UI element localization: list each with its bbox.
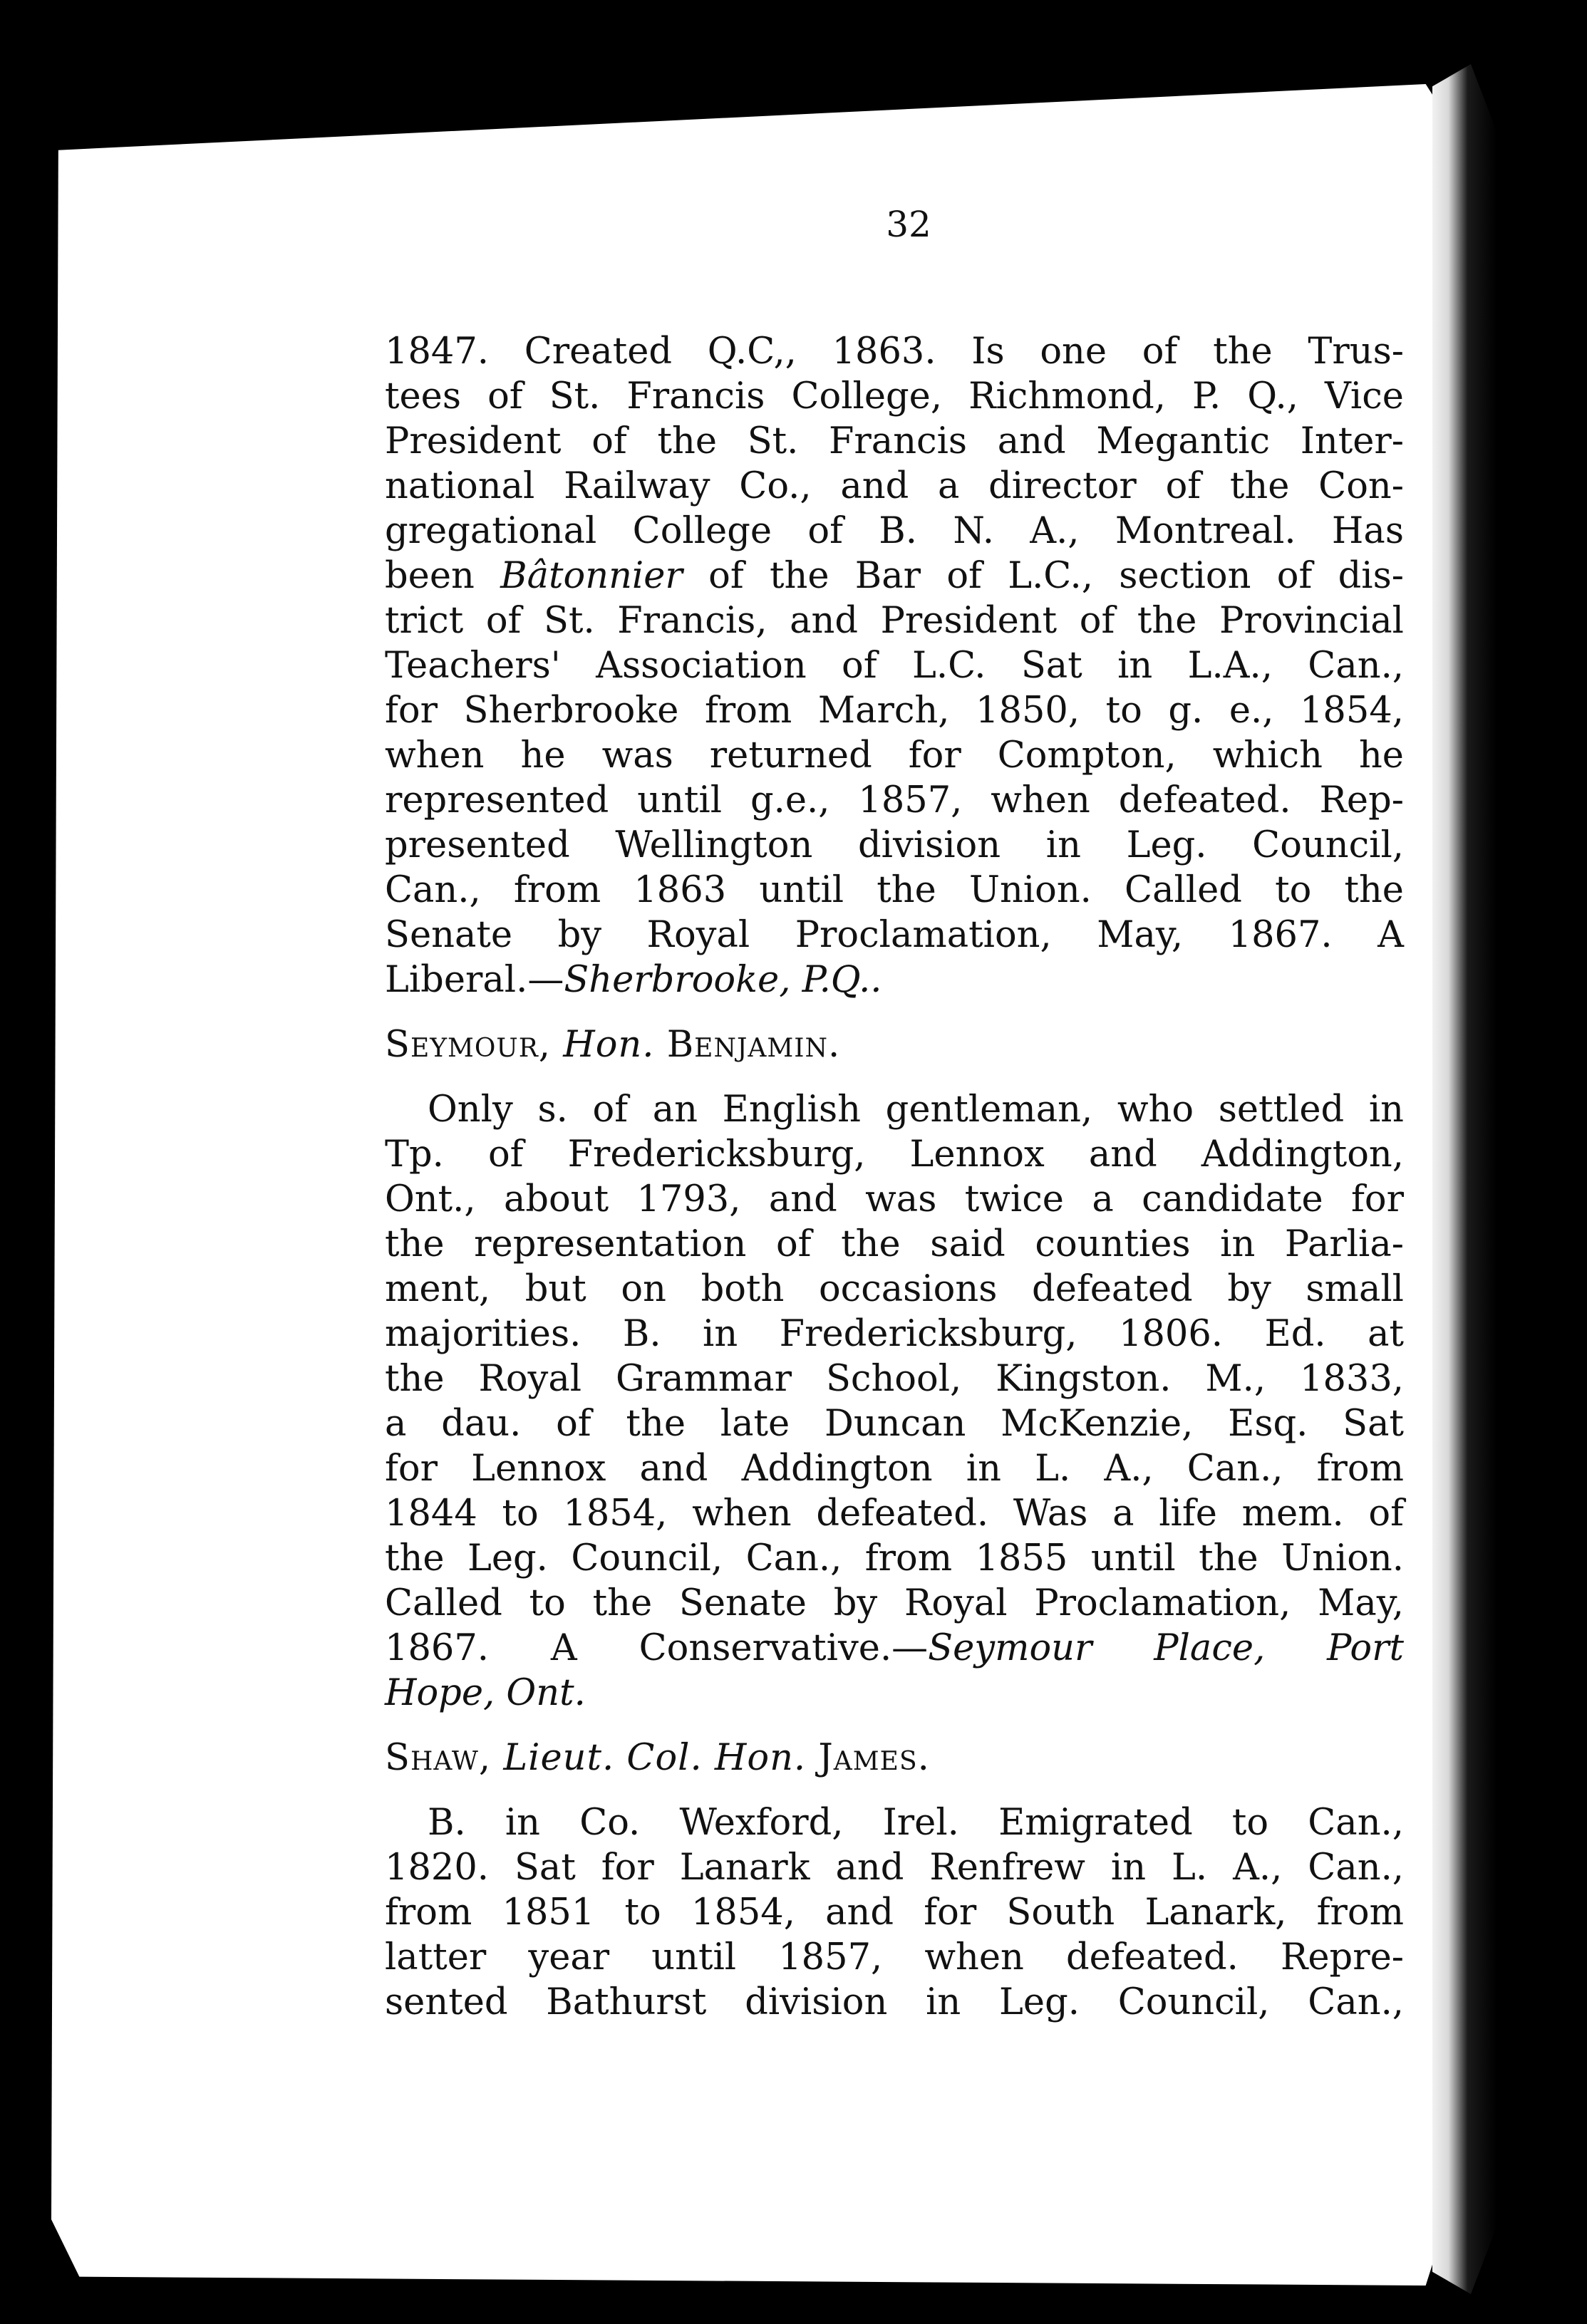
text-line: for Sherbrooke from March, 1850, to g. e., 1854, bbox=[385, 690, 1404, 732]
batonnier-word: Bâtonnier bbox=[500, 555, 683, 597]
text-line: Teachers' Association of L.C. Sat in L.A., Can., bbox=[385, 645, 1404, 687]
text-line: 1844 to 1854, when defeated. Was a life mem. of bbox=[385, 1493, 1404, 1535]
text-line bbox=[385, 1626, 1404, 1671]
text-fragment: Liberal.— bbox=[385, 959, 564, 1001]
text-fragment: been bbox=[385, 555, 475, 597]
text-line: 1847. Created Q.C,, 1863. Is one of the Trus- bbox=[385, 331, 1404, 373]
honorific: Hon. bbox=[563, 1024, 655, 1066]
text-line: ment, but on both occasions defeated by small bbox=[385, 1268, 1404, 1310]
page-edge-shadow bbox=[1432, 64, 1496, 2294]
residence: Sherbrooke, P.Q.. bbox=[564, 959, 882, 1001]
residence: Seymour Place, Port bbox=[928, 1627, 1404, 1669]
text-line: the Royal Grammar School, Kingston. M., 1833, bbox=[385, 1358, 1404, 1400]
page-text bbox=[385, 204, 1404, 2025]
given-name: Benjamin. bbox=[666, 1024, 841, 1066]
text-fragment: 1867. A Conservative.— bbox=[385, 1627, 929, 1669]
text-line: gregational College of B. N. A., Montreal. Has bbox=[385, 510, 1404, 552]
honorific: Lieut. Col. Hon. bbox=[503, 1737, 807, 1779]
text-line: tees of St. Francis College, Richmond, P. Q., Vice bbox=[385, 375, 1404, 417]
text-line: majorities. B. in Fredericksburg, 1806. Ed. at bbox=[385, 1313, 1404, 1355]
text-line: presented Wellington division in Leg. Council, bbox=[385, 824, 1404, 866]
text-line: the representation of the said counties in Parlia- bbox=[385, 1223, 1404, 1265]
text-line: sented Bathurst division in Leg. Council, Can., bbox=[385, 1981, 1404, 2023]
surname: Seymour, bbox=[385, 1024, 552, 1066]
text-line: for Lennox and Addington in L. A., Can., from bbox=[385, 1448, 1404, 1490]
given-name: James. bbox=[818, 1737, 930, 1779]
entry-heading-seymour bbox=[385, 1022, 1404, 1067]
text-line: Tp. of Fredericksburg, Lennox and Addington, bbox=[385, 1134, 1404, 1176]
text-line: President of the St. Francis and Megantic Inter- bbox=[385, 420, 1404, 462]
residence-line: Hope, Ont. bbox=[385, 1672, 586, 1714]
text-fragment: of the Bar of L.C., section of dis- bbox=[708, 555, 1404, 597]
text-line: from 1851 to 1854, and for South Lanark, from bbox=[385, 1892, 1404, 1934]
text-line: B. in Co. Wexford, Irel. Emigrated to Can., bbox=[428, 1802, 1404, 1844]
text-line: Can., from 1863 until the Union. Called to the bbox=[385, 869, 1404, 911]
text-line: a dau. of the late Duncan McKenzie, Esq. Sat bbox=[385, 1403, 1404, 1445]
text-line: when he was returned for Compton, which he bbox=[385, 735, 1404, 777]
text-line: the Leg. Council, Can., from 1855 until the Union. bbox=[385, 1537, 1404, 1579]
entry-body-seymour bbox=[385, 1087, 1404, 1716]
entry-continuation bbox=[385, 329, 1404, 1002]
text-line bbox=[385, 554, 1404, 598]
text-line: Only s. of an English gentleman, who settled in bbox=[428, 1089, 1404, 1131]
page-number: 32 bbox=[886, 204, 931, 245]
text-line: Senate by Royal Proclamation, May, 1867. A bbox=[385, 914, 1404, 956]
text-line: Ont., about 1793, and was twice a candidate for bbox=[385, 1178, 1404, 1220]
text-line: 1820. Sat for Lanark and Renfrew in L. A., Can., bbox=[385, 1847, 1404, 1889]
entry-heading-shaw bbox=[385, 1736, 1404, 1780]
surname: Shaw, bbox=[385, 1737, 492, 1779]
text-line: national Railway Co., and a director of the Con- bbox=[385, 465, 1404, 507]
text-line: latter year until 1857, when defeated. Repre- bbox=[385, 1936, 1404, 1978]
text-line: trict of St. Francis, and President of the Provincial bbox=[385, 600, 1404, 642]
entry-body-shaw bbox=[385, 1800, 1404, 2025]
text-line bbox=[385, 958, 1404, 1002]
text-line: Called to the Senate by Royal Proclamation, May, bbox=[385, 1582, 1404, 1624]
text-line: represented until g.e., 1857, when defeated. Rep- bbox=[385, 779, 1404, 821]
